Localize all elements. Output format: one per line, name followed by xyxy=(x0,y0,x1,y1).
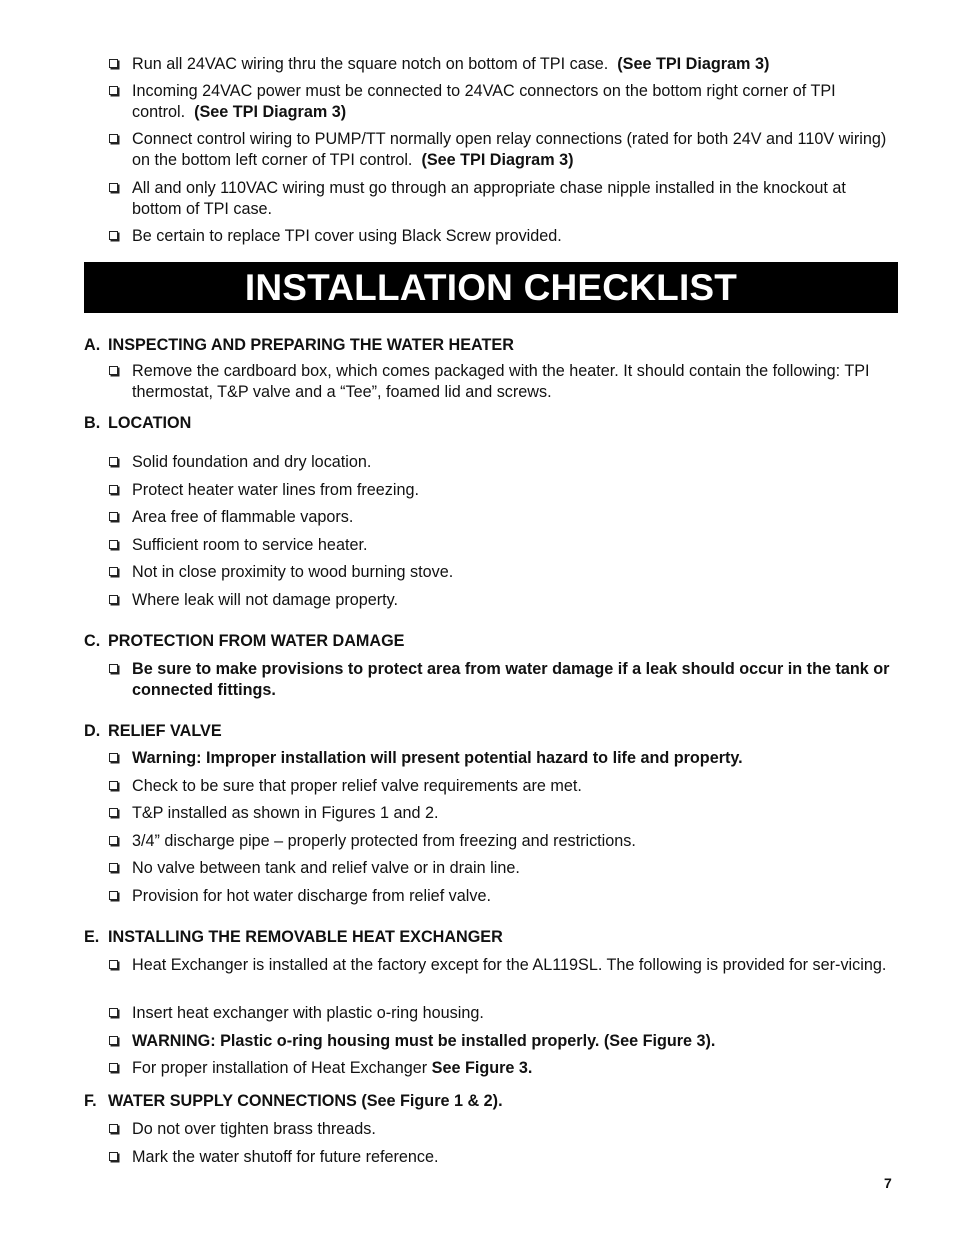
list-item: Check to be sure that proper relief valve requirements are met. xyxy=(84,776,898,797)
section-d-heading: D. RELIEF VALVE xyxy=(84,722,222,740)
checkbox-icon xyxy=(109,891,118,900)
top-item-4: All and only 110VAC wiring must go through an appropriate chase nipple installed in the knockout at bottom of TPI case. xyxy=(84,178,898,219)
list-item: Be sure to make provisions to protect area from water damage if a leak should occur in the tank or connected fittings. xyxy=(84,659,898,700)
top-item-5: Be certain to replace TPI cover using Black Screw provided. xyxy=(84,226,898,247)
checkbox-icon xyxy=(109,86,118,95)
list-item: Not in close proximity to wood burning stove. xyxy=(84,562,898,583)
checkbox-icon xyxy=(109,664,118,673)
checkbox-icon xyxy=(109,485,118,494)
checkbox-icon xyxy=(109,366,118,375)
section-e-heading: E. INSTALLING THE REMOVABLE HEAT EXCHANGER xyxy=(84,928,503,946)
installation-checklist-banner: INSTALLATION CHECKLIST xyxy=(84,262,898,313)
list-item: Warning: Improper installation will present potential hazard to life and property. xyxy=(84,748,898,769)
checkbox-icon xyxy=(109,1124,118,1133)
top-item-3: Connect control wiring to PUMP/TT normally open relay connections (rated for both 24V and 110V wiring) on the bottom left corner of TPI control. (See TPI Diagram 3) xyxy=(84,129,898,170)
list-item: Do not over tighten brass threads. xyxy=(84,1119,898,1140)
checkbox-icon xyxy=(109,781,118,790)
checkbox-icon xyxy=(109,863,118,872)
section-a-heading: A. INSPECTING AND PREPARING THE WATER HEATER xyxy=(84,336,514,354)
list-item: Solid foundation and dry location. xyxy=(84,452,898,473)
section-b-heading: B. LOCATION xyxy=(84,414,192,432)
list-item: 3/4” discharge pipe – properly protected from freezing and restrictions. xyxy=(84,831,898,852)
list-item: Sufficient room to service heater. xyxy=(84,535,898,556)
top-item-1: Run all 24VAC wiring thru the square notch on bottom of TPI case. (See TPI Diagram 3) xyxy=(84,54,898,75)
list-item: Heat Exchanger is installed at the factory except for the AL119SL. The following is provided for ser-vicing. xyxy=(84,955,898,976)
list-item: Area free of flammable vapors. xyxy=(84,507,898,528)
checkbox-icon xyxy=(109,1008,118,1017)
checkbox-icon xyxy=(109,134,118,143)
checkbox-icon xyxy=(109,540,118,549)
checkbox-icon xyxy=(109,595,118,604)
section-c-heading: C. PROTECTION FROM WATER DAMAGE xyxy=(84,632,405,650)
list-item: Where leak will not damage property. xyxy=(84,590,898,611)
checkbox-icon xyxy=(109,183,118,192)
checkbox-icon xyxy=(109,59,118,68)
checkbox-icon xyxy=(109,753,118,762)
checkbox-icon xyxy=(109,1152,118,1161)
list-item: Protect heater water lines from freezing. xyxy=(84,480,898,501)
checkbox-icon xyxy=(109,512,118,521)
checkbox-icon xyxy=(109,231,118,240)
checkbox-icon xyxy=(109,836,118,845)
checkbox-icon xyxy=(109,567,118,576)
checkbox-icon xyxy=(109,960,118,969)
list-item: Remove the cardboard box, which comes packaged with the heater. It should contain the following: TPI thermostat, T&P valve and a “Tee”, foamed lid and screws. xyxy=(84,361,898,402)
top-item-2: Incoming 24VAC power must be connected to 24VAC connectors on the bottom right corner of TPI control. (See TPI Diagram 3) xyxy=(84,81,898,122)
checkbox-icon xyxy=(109,808,118,817)
list-item: Provision for hot water discharge from relief valve. xyxy=(84,886,898,907)
list-item: WARNING: Plastic o-ring housing must be installed properly. (See Figure 3). xyxy=(84,1031,898,1052)
list-item: For proper installation of Heat Exchanger See Figure 3. xyxy=(84,1058,898,1079)
list-item: T&P installed as shown in Figures 1 and 2. xyxy=(84,803,898,824)
checkbox-icon xyxy=(109,457,118,466)
page-number: 7 xyxy=(884,1175,892,1191)
checkbox-icon xyxy=(109,1036,118,1045)
list-item: No valve between tank and relief valve or in drain line. xyxy=(84,858,898,879)
checkbox-icon xyxy=(109,1063,118,1072)
list-item: Insert heat exchanger with plastic o-ring housing. xyxy=(84,1003,898,1024)
section-f-heading: F. WATER SUPPLY CONNECTIONS (See Figure 1 & 2). xyxy=(84,1092,503,1110)
list-item: Mark the water shutoff for future reference. xyxy=(84,1147,898,1168)
